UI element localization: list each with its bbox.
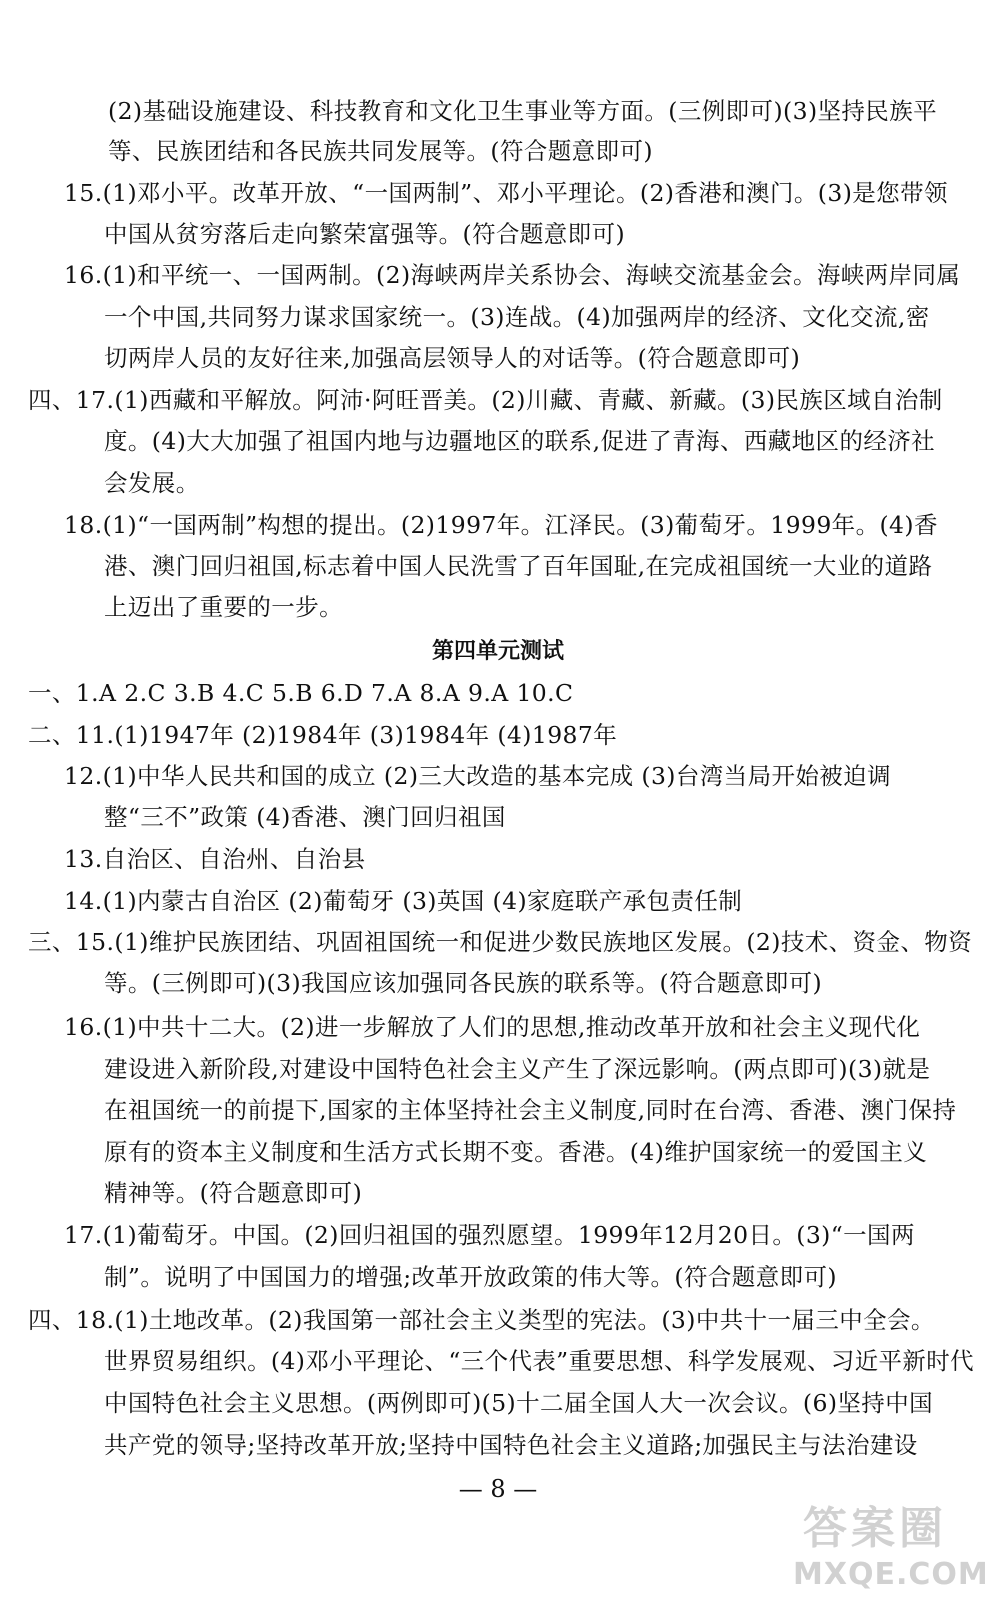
watermark-logo-text: 答案圈 <box>803 1503 947 1554</box>
text-line: 12.(1)中华人民共和国的成立 (2)三大改造的基本完成 (3)台湾当局开始被迫调 <box>64 762 891 790</box>
text-line: 16.(1)中共十二大。(2)进一步解放了人们的思想,推动改革开放和社会主义现代化 <box>64 1013 921 1041</box>
text-line: 原有的资本主义制度和生活方式长期不变。香港。(4)维护国家统一的爱国主义 <box>104 1138 928 1166</box>
page-number: — 8 — <box>458 1475 538 1503</box>
text-line: 等、民族团结和各民族共同发展等。(符合题意即可) <box>108 137 653 165</box>
text-line: 四、18.(1)土地改革。(2)我国第一部社会主义类型的宪法。(3)中共十一届三中全会。 <box>28 1306 935 1334</box>
text-line: 四、17.(1)西藏和平解放。阿沛·阿旺晋美。(2)川藏、青藏、新藏。(3)民族区域自治制 <box>28 386 943 414</box>
text-line: 一个中国,共同努力谋求国家统一。(3)连战。(4)加强两岸的经济、文化交流,密 <box>104 303 930 331</box>
watermark-url: MXQE.COM <box>793 1557 989 1592</box>
text-line: 港、澳门回归祖国,标志着中国人民洗雪了百年国耻,在完成祖国统一大业的道路 <box>104 552 933 580</box>
text-line: 一、1.A 2.C 3.B 4.C 5.B 6.D 7.A 8.A 9.A 10.C <box>28 679 574 707</box>
text-line: 16.(1)和平统一、一国两制。(2)海峡两岸关系协会、海峡交流基金会。海峡两岸同属 <box>64 261 961 289</box>
section-heading: 第四单元测试 <box>431 639 564 664</box>
text-line: (2)基础设施建设、科技教育和文化卫生事业等方面。(三例即可)(3)坚持民族平 <box>108 97 938 125</box>
text-line: 制”。说明了中国国力的增强;改革开放政策的伟大等。(符合题意即可) <box>104 1263 837 1291</box>
text-line: 世界贸易组织。(4)邓小平理论、“三个代表”重要思想、科学发展观、习近平新时代 <box>104 1347 974 1375</box>
text-line: 中国特色社会主义思想。(两例即可)(5)十二届全国人大一次会议。(6)坚持中国 <box>104 1389 934 1417</box>
watermark-logo <box>793 1492 989 1592</box>
text-line: 精神等。(符合题意即可) <box>104 1179 363 1207</box>
text-line: 14.(1)内蒙古自治区 (2)葡萄牙 (3)英国 (4)家庭联产承包责任制 <box>64 887 743 915</box>
text-line: 度。(4)大大加强了祖国内地与边疆地区的联系,促进了青海、西藏地区的经济社 <box>104 427 936 455</box>
text-line: 切两岸人员的友好往来,加强高层领导人的对话等。(符合题意即可) <box>104 344 801 372</box>
text-line: 13.自治区、自治州、自治县 <box>64 845 366 873</box>
text-line: 二、11.(1)1947年 (2)1984年 (3)1984年 (4)1987年 <box>28 721 618 749</box>
text-line: 建设进入新阶段,对建设中国特色社会主义产生了深远影响。(两点即可)(3)就是 <box>104 1055 931 1083</box>
text-line: 会发展。 <box>104 469 200 497</box>
text-line: 在祖国统一的前提下,国家的主体坚持社会主义制度,同时在台湾、香港、澳门保持 <box>104 1096 957 1124</box>
text-line: 等。(三例即可)(3)我国应该加强同各民族的联系等。(符合题意即可) <box>104 969 823 997</box>
text-line: 18.(1)“一国两制”构想的提出。(2)1997年。江泽民。(3)葡萄牙。1999年。(4)香 <box>64 511 938 539</box>
text-line: 上迈出了重要的一步。 <box>104 593 343 621</box>
text-line: 中国从贫穷落后走向繁荣富强等。(符合题意即可) <box>104 220 626 248</box>
text-line: 整“三不”政策 (4)香港、澳门回归祖国 <box>104 803 506 831</box>
text-line: 15.(1)邓小平。改革开放、“一国两制”、邓小平理论。(2)香港和澳门。(3)是您带领 <box>64 179 948 207</box>
text-line: 三、15.(1)维护民族团结、巩固祖国统一和促进少数民族地区发展。(2)技术、资金、物资 <box>28 928 973 956</box>
text-line: 共产党的领导;坚持改革开放;坚持中国特色社会主义道路;加强民主与法治建设 <box>104 1431 918 1459</box>
text-line: 17.(1)葡萄牙。中国。(2)回归祖国的强烈愿望。1999年12月20日。(3)“一国两 <box>64 1221 915 1249</box>
